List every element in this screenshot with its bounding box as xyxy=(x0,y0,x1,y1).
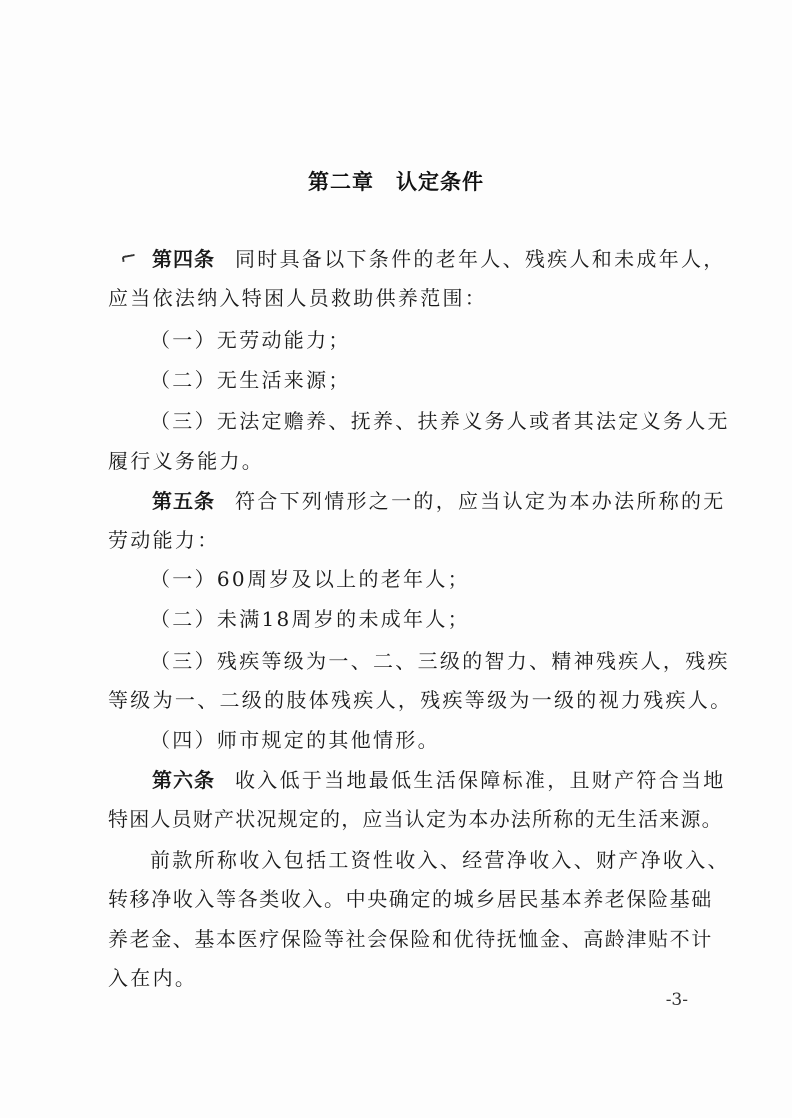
article-6-line-1 xyxy=(152,768,726,792)
article-6-para-2-line-2: 转移净收入等各类收入。中央确定的城乡居民基本养老保险基础 xyxy=(108,887,713,911)
article-5-line-2: 劳动能力： xyxy=(108,528,220,552)
article-4-item-3-line-2: 履行义务能力。 xyxy=(108,449,265,473)
article-4-line-2: 应当依法纳入特困人员救助供养范围： xyxy=(108,286,488,310)
article-6-text-1: 收入低于当地最低生活保障标准，且财产符合当地 xyxy=(235,768,726,792)
article-5-item-3-line-1: （三）残疾等级为一、二、三级的智力、精神残疾人，残疾 xyxy=(150,649,730,673)
article-4-text-1: 同时具备以下条件的老年人、残疾人和未成年人， xyxy=(235,247,726,271)
article-6-para-2-line-1: 前款所称收入包括工资性收入、经营净收入、财产净收入、 xyxy=(150,848,730,872)
page-number: -3- xyxy=(665,990,688,1010)
article-6-para-2-line-4: 入在内。 xyxy=(108,966,198,990)
article-5-item-2: （二）未满18周岁的未成年人； xyxy=(150,607,470,631)
article-6-number: 第六条 xyxy=(152,768,215,792)
article-4-item-3-line-1: （三）无法定赡养、抚养、扶养义务人或者其法定义务人无 xyxy=(150,409,730,433)
article-6-para-2-line-3: 养老金、基本医疗保险等社会保险和优待抚恤金、高龄津贴不计 xyxy=(108,927,713,951)
article-4-line-1 xyxy=(152,247,726,271)
scan-mark xyxy=(122,254,136,262)
article-4-number: 第四条 xyxy=(152,247,215,271)
article-5-item-4: （四）师市规定的其他情形。 xyxy=(150,728,440,752)
article-5-number: 第五条 xyxy=(152,489,215,513)
article-5-text-1: 符合下列情形之一的，应当认定为本办法所称的无 xyxy=(235,489,726,513)
article-6-line-2: 特困人员财产状况规定的，应当认定为本办法所称的无生活来源。 xyxy=(108,807,723,831)
article-4-item-1: （一）无劳动能力； xyxy=(150,328,351,352)
chapter-title: 第二章 认定条件 xyxy=(308,170,484,194)
article-5-line-1 xyxy=(152,489,726,513)
article-4-item-2: （二）无生活来源； xyxy=(150,368,351,392)
article-5-item-3-line-2: 等级为一、二级的肢体残疾人，残疾等级为一级的视力残疾人。 xyxy=(108,688,733,712)
article-5-item-1: （一）60周岁及以上的老年人； xyxy=(150,567,470,591)
